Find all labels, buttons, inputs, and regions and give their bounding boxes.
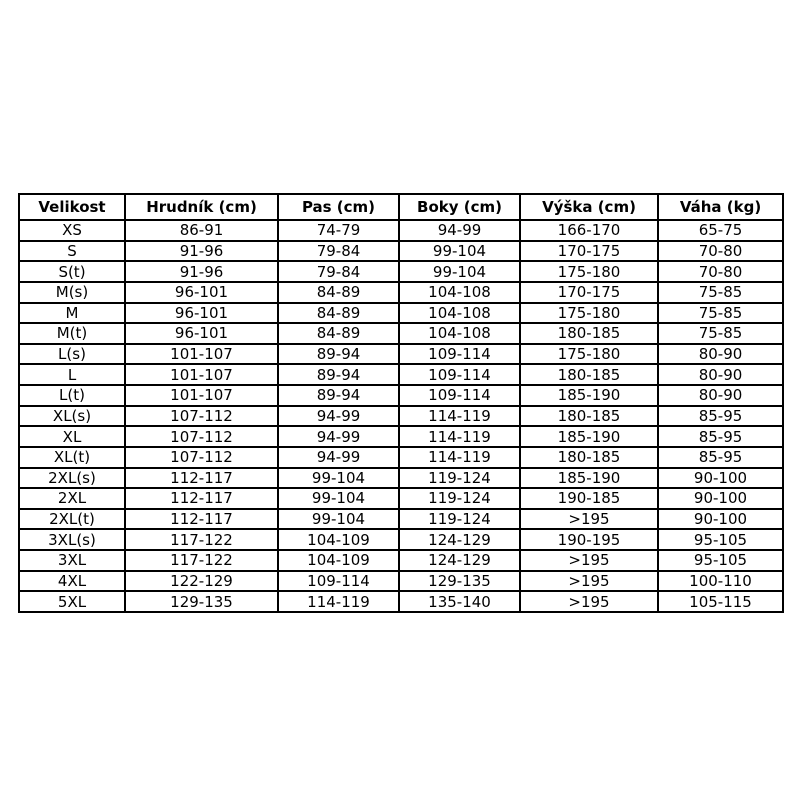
measurement-cell: 80-90 xyxy=(658,364,783,385)
measurement-cell: 75-85 xyxy=(658,323,783,344)
measurement-cell: >195 xyxy=(520,591,658,612)
measurement-cell: 89-94 xyxy=(278,364,399,385)
measurement-cell: 190-195 xyxy=(520,529,658,550)
measurement-cell: 166-170 xyxy=(520,220,658,241)
measurement-cell: 85-95 xyxy=(658,447,783,468)
measurement-cell: 94-99 xyxy=(399,220,520,241)
table-row xyxy=(19,426,783,447)
measurement-cell: 135-140 xyxy=(399,591,520,612)
measurement-cell: 94-99 xyxy=(278,406,399,427)
measurement-cell: >195 xyxy=(520,571,658,592)
measurement-cell: 107-112 xyxy=(125,447,278,468)
measurement-cell: 89-94 xyxy=(278,344,399,365)
table-row xyxy=(19,488,783,509)
table-row xyxy=(19,447,783,468)
measurement-cell: 91-96 xyxy=(125,261,278,282)
measurement-cell: 112-117 xyxy=(125,509,278,530)
measurement-cell: 74-79 xyxy=(278,220,399,241)
measurement-cell: 85-95 xyxy=(658,426,783,447)
measurement-cell: 104-109 xyxy=(278,550,399,571)
size-label-cell: 4XL xyxy=(19,571,125,592)
measurement-cell: 180-185 xyxy=(520,406,658,427)
measurement-cell: 175-180 xyxy=(520,344,658,365)
measurement-cell: 180-185 xyxy=(520,447,658,468)
measurement-cell: 95-105 xyxy=(658,529,783,550)
measurement-cell: 119-124 xyxy=(399,488,520,509)
measurement-cell: 104-108 xyxy=(399,282,520,303)
measurement-cell: 109-114 xyxy=(399,385,520,406)
measurement-cell: 119-124 xyxy=(399,509,520,530)
measurement-cell: 104-108 xyxy=(399,323,520,344)
column-header-chest: Hrudník (cm) xyxy=(125,194,278,220)
column-header-size: Velikost xyxy=(19,194,125,220)
measurement-cell: 99-104 xyxy=(278,488,399,509)
table-row xyxy=(19,241,783,262)
table-row xyxy=(19,303,783,324)
table-row xyxy=(19,591,783,612)
size-label-cell: 5XL xyxy=(19,591,125,612)
measurement-cell: 96-101 xyxy=(125,303,278,324)
size-label-cell: 2XL(t) xyxy=(19,509,125,530)
measurement-cell: 90-100 xyxy=(658,509,783,530)
measurement-cell: 75-85 xyxy=(658,303,783,324)
table-row xyxy=(19,220,783,241)
table-row xyxy=(19,509,783,530)
measurement-cell: 101-107 xyxy=(125,385,278,406)
measurement-cell: 79-84 xyxy=(278,241,399,262)
size-label-cell: L(s) xyxy=(19,344,125,365)
measurement-cell: 84-89 xyxy=(278,323,399,344)
measurement-cell: 75-85 xyxy=(658,282,783,303)
size-label-cell: XL xyxy=(19,426,125,447)
measurement-cell: 89-94 xyxy=(278,385,399,406)
table-row xyxy=(19,571,783,592)
table-row xyxy=(19,323,783,344)
measurement-cell: 70-80 xyxy=(658,241,783,262)
size-label-cell: 3XL(s) xyxy=(19,529,125,550)
measurement-cell: 185-190 xyxy=(520,426,658,447)
measurement-cell: 85-95 xyxy=(658,406,783,427)
measurement-cell: 180-185 xyxy=(520,364,658,385)
size-label-cell: L(t) xyxy=(19,385,125,406)
size-label-cell: L xyxy=(19,364,125,385)
size-label-cell: 3XL xyxy=(19,550,125,571)
measurement-cell: 175-180 xyxy=(520,261,658,282)
measurement-cell: 100-110 xyxy=(658,571,783,592)
measurement-cell: 170-175 xyxy=(520,282,658,303)
measurement-cell: 101-107 xyxy=(125,364,278,385)
measurement-cell: 90-100 xyxy=(658,468,783,489)
measurement-cell: 84-89 xyxy=(278,282,399,303)
column-header-weight: Váha (kg) xyxy=(658,194,783,220)
measurement-cell: 185-190 xyxy=(520,468,658,489)
size-label-cell: XL(s) xyxy=(19,406,125,427)
measurement-cell: 104-109 xyxy=(278,529,399,550)
measurement-cell: 114-119 xyxy=(399,426,520,447)
measurement-cell: 79-84 xyxy=(278,261,399,282)
measurement-cell: 90-100 xyxy=(658,488,783,509)
measurement-cell: 65-75 xyxy=(658,220,783,241)
measurement-cell: 104-108 xyxy=(399,303,520,324)
size-label-cell: M(s) xyxy=(19,282,125,303)
measurement-cell: 129-135 xyxy=(399,571,520,592)
measurement-cell: 180-185 xyxy=(520,323,658,344)
measurement-cell: 119-124 xyxy=(399,468,520,489)
measurement-cell: 94-99 xyxy=(278,447,399,468)
measurement-cell: 99-104 xyxy=(399,241,520,262)
measurement-cell: 122-129 xyxy=(125,571,278,592)
measurement-cell: 112-117 xyxy=(125,468,278,489)
measurement-cell: 94-99 xyxy=(278,426,399,447)
size-label-cell: 2XL xyxy=(19,488,125,509)
measurement-cell: 117-122 xyxy=(125,550,278,571)
measurement-cell: 101-107 xyxy=(125,344,278,365)
measurement-cell: 91-96 xyxy=(125,241,278,262)
measurement-cell: >195 xyxy=(520,550,658,571)
measurement-cell: 99-104 xyxy=(278,468,399,489)
size-chart-body xyxy=(19,220,783,612)
measurement-cell: 99-104 xyxy=(278,509,399,530)
measurement-cell: >195 xyxy=(520,509,658,530)
measurement-cell: 124-129 xyxy=(399,529,520,550)
table-row xyxy=(19,529,783,550)
measurement-cell: 95-105 xyxy=(658,550,783,571)
size-chart-table xyxy=(18,193,784,613)
column-header-hips: Boky (cm) xyxy=(399,194,520,220)
table-row xyxy=(19,261,783,282)
measurement-cell: 86-91 xyxy=(125,220,278,241)
measurement-cell: 109-114 xyxy=(278,571,399,592)
measurement-cell: 170-175 xyxy=(520,241,658,262)
measurement-cell: 124-129 xyxy=(399,550,520,571)
measurement-cell: 99-104 xyxy=(399,261,520,282)
measurement-cell: 109-114 xyxy=(399,364,520,385)
header-row xyxy=(19,194,783,220)
table-row xyxy=(19,344,783,365)
measurement-cell: 190-185 xyxy=(520,488,658,509)
measurement-cell: 114-119 xyxy=(278,591,399,612)
size-chart-header xyxy=(19,194,783,220)
size-label-cell: 2XL(s) xyxy=(19,468,125,489)
measurement-cell: 112-117 xyxy=(125,488,278,509)
size-label-cell: M xyxy=(19,303,125,324)
measurement-cell: 175-180 xyxy=(520,303,658,324)
table-row xyxy=(19,406,783,427)
table-row xyxy=(19,550,783,571)
table-row xyxy=(19,364,783,385)
measurement-cell: 107-112 xyxy=(125,426,278,447)
measurement-cell: 105-115 xyxy=(658,591,783,612)
table-row xyxy=(19,282,783,303)
measurement-cell: 96-101 xyxy=(125,323,278,344)
measurement-cell: 70-80 xyxy=(658,261,783,282)
measurement-cell: 80-90 xyxy=(658,385,783,406)
measurement-cell: 96-101 xyxy=(125,282,278,303)
measurement-cell: 185-190 xyxy=(520,385,658,406)
size-label-cell: S xyxy=(19,241,125,262)
size-label-cell: M(t) xyxy=(19,323,125,344)
table-row xyxy=(19,385,783,406)
measurement-cell: 107-112 xyxy=(125,406,278,427)
measurement-cell: 84-89 xyxy=(278,303,399,324)
measurement-cell: 114-119 xyxy=(399,406,520,427)
measurement-cell: 109-114 xyxy=(399,344,520,365)
measurement-cell: 129-135 xyxy=(125,591,278,612)
column-header-height: Výška (cm) xyxy=(520,194,658,220)
measurement-cell: 117-122 xyxy=(125,529,278,550)
size-label-cell: XL(t) xyxy=(19,447,125,468)
column-header-waist: Pas (cm) xyxy=(278,194,399,220)
measurement-cell: 80-90 xyxy=(658,344,783,365)
size-label-cell: S(t) xyxy=(19,261,125,282)
measurement-cell: 114-119 xyxy=(399,447,520,468)
size-label-cell: XS xyxy=(19,220,125,241)
table-row xyxy=(19,468,783,489)
